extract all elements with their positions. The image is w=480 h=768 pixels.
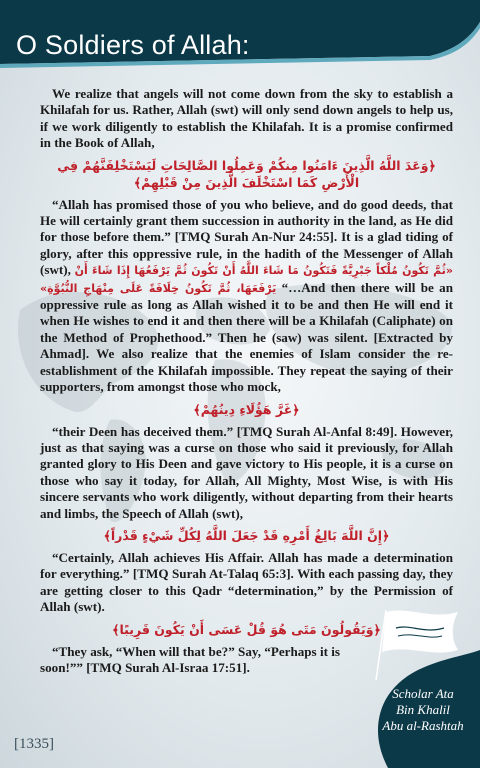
paragraph-deen: “their Deen has deceived them.” [TMQ Surah Al-Anfal 8:49]. However, just as that saying was a curse on those who said it previously, for Allah granted glory to His Deen and gave victory to His people, it is a curse on those who say it today, for Allah, All Mighty, Most Wise, is with His sincere servants who work diligently, without departing from their hearts and limbs, the Speech of Allah (swt),	[40, 423, 453, 521]
flag-icon	[362, 606, 462, 682]
author-name	[368, 686, 478, 734]
quran-verse-talaq: ﴿إِنَّ اللَّهَ بَالِغُ أَمْرِهِ قَدْ جَعَلَ اللَّهُ لِكُلِّ شَيْءٍ قَدْراً﴾	[103, 527, 390, 543]
hadith-arabic: «ثُمَّ تَكُونُ مُلْكاً جَبْرِيَّةً فَتَكُونُ مَا شَاءَ اللَّهُ أَنْ تَكُونَ ثُمَّ يَرْفَعُهَا إِذَا شَاءَ أَنْ يَرْفَعَهَا، ثُمَّ تَكُونُ خِلَافَةً عَلَى مِنْهَاجِ النُّبُوَّةِ»	[40, 264, 453, 295]
paragraph-promise	[40, 197, 453, 396]
paragraph-hadith-text: “…And then there will be an oppressive rule as long as Allah wished it to be and then He will end it when He wishes to end it and then there will be a Khilafah (Caliphate) on the Method of Prophethood.” Then he (saw) was silent. [Extracted by Ahmad]. We also realize that the enemies of Islam consider the re-establishment of the Khilafah impossible. They repeat the saying of their supporters, from amongst those who mock,	[40, 279, 453, 395]
author-line-2: Bin Khalil	[396, 702, 450, 717]
quran-verse-nur: ﴿وَعَدَ اللَّهُ الَّذِينَ ءَامَنُوا مِنكُمْ وَعَمِلُوا الصَّالِحَاتِ لَيَسْتَخْلِفَنَّهُمْ فِي الْأَرْضِ كَمَا اسْتَخْلَفَ الَّذِينَ مِنْ قَبْلِهِمْ﴾	[57, 157, 436, 190]
author-line-3: Abu al-Rashtah	[382, 718, 464, 733]
quran-verse-israa: ﴿وَيَقُولُونَ مَتَى هُوَ قُلْ عَسَى أَنْ يَكُونَ قَرِيبًا﴾	[112, 621, 381, 637]
paragraph-qadr: “Certainly, Allah achieves His Affair. Allah has made a determination for everything.” [TMQ Surah At-Talaq 65:3]. With each passing day, they are getting closer to this Qadr “determination,” by the Permission of Allah (swt).	[40, 549, 453, 615]
issue-number: [1335]	[14, 736, 54, 752]
page-title: O Soldiers of Allah:	[16, 30, 250, 60]
header-banner	[0, 0, 480, 70]
author-line-1: Scholar Ata	[392, 686, 454, 701]
article-body	[40, 86, 453, 680]
quran-verse-anfal: ﴿غَرَّ هَؤُلَاءِ دِينُهُمْ﴾	[193, 401, 300, 417]
paragraph-closing: “They ask, “When will that be?” Say, “Perhaps it is soon!”” [TMQ Surah Al-Israa 17:51].	[40, 643, 340, 675]
paragraph-intro: We realize that angels will not come down from the sky to establish a Khilafah for us. Rather, Allah (swt) will only send down angels to help us, if we work diligently to establish the Khilafah. It is a promise confirmed in the Book of Allah,	[40, 86, 453, 151]
paragraph-promise-text: “Allah has promised those of you who believe, and do good deeds, that He will certainly grant them succession in authority in the land, as He did for those before them.” [TMQ Surah An-Nur 24:55]. It is a glad tiding of glory, after this oppressive rule, in the hadith of the Messenger of Allah (swt),	[40, 196, 453, 278]
